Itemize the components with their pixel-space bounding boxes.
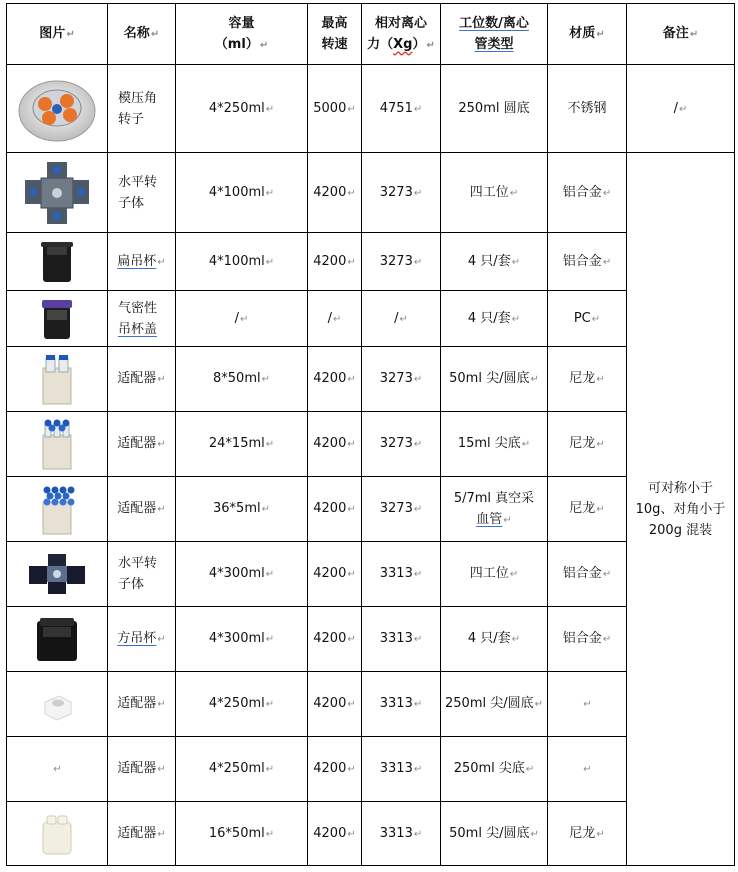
remark-cell: /↵ bbox=[627, 65, 735, 153]
speed-cell: 4200↵ bbox=[308, 347, 362, 412]
swing-rotor-icon bbox=[19, 160, 95, 226]
header-positions: 工位数/离心 管类型 bbox=[441, 4, 548, 65]
positions-cell: 250ml 圆底 bbox=[441, 65, 548, 153]
material-cell: 不锈钢 bbox=[548, 65, 627, 153]
table-row bbox=[7, 477, 735, 542]
positions-cell: 4 只/套↵ bbox=[441, 291, 548, 347]
rcf-cell: 3313↵ bbox=[362, 672, 441, 737]
name-cell: 适配器↵ bbox=[108, 737, 176, 802]
image-cell bbox=[7, 291, 108, 347]
table-row bbox=[7, 291, 735, 347]
capacity-cell: 24*15ml↵ bbox=[176, 412, 308, 477]
positions-cell: 5/7ml 真空采 血管↵ bbox=[441, 477, 548, 542]
capacity-cell: 4*300ml↵ bbox=[176, 607, 308, 672]
name-cell: 适配器↵ bbox=[108, 412, 176, 477]
speed-cell: /↵ bbox=[308, 291, 362, 347]
adapter-4x250-white-icon bbox=[37, 684, 77, 724]
header-rcf: 相对离心 力（Xg）↵ bbox=[362, 4, 441, 65]
speed-cell: 4200↵ bbox=[308, 412, 362, 477]
header-row bbox=[7, 4, 735, 65]
merged-remark-cell: 可对称小于 10g、对角小于 200g 混装 bbox=[627, 153, 735, 866]
swing-rotor-300-icon bbox=[25, 552, 89, 596]
table-row bbox=[7, 412, 735, 477]
rcf-cell: 3273↵ bbox=[362, 477, 441, 542]
speed-cell: 4200↵ bbox=[308, 233, 362, 291]
speed-cell: 4200↵ bbox=[308, 477, 362, 542]
name-cell: 适配器↵ bbox=[108, 477, 176, 542]
capacity-cell: 16*50ml↵ bbox=[176, 802, 308, 866]
name-cell: 气密性 吊杯盖 bbox=[108, 291, 176, 347]
sealed-lid-bucket-icon bbox=[37, 296, 77, 342]
capacity-cell: 4*100ml↵ bbox=[176, 233, 308, 291]
table-row bbox=[7, 65, 735, 153]
image-cell bbox=[7, 607, 108, 672]
adapter-16x50-icon bbox=[37, 812, 77, 856]
adapter-24x15-icon bbox=[37, 417, 77, 471]
fixed-angle-rotor-icon bbox=[15, 73, 99, 145]
image-cell bbox=[7, 672, 108, 737]
header-image: 图片↵ bbox=[7, 4, 108, 65]
image-cell bbox=[7, 65, 108, 153]
header-max-speed: 最高 转速 bbox=[308, 4, 362, 65]
name-cell: 水平转 子体 bbox=[108, 542, 176, 607]
material-cell: ↵ bbox=[548, 672, 627, 737]
positions-cell: 50ml 尖/圆底↵ bbox=[441, 347, 548, 412]
image-cell bbox=[7, 802, 108, 866]
image-cell bbox=[7, 233, 108, 291]
rcf-cell: 3273↵ bbox=[362, 233, 441, 291]
table-row bbox=[7, 233, 735, 291]
speed-cell: 4200↵ bbox=[308, 542, 362, 607]
material-cell: 铝合金↵ bbox=[548, 542, 627, 607]
name-cell: 水平转 子体 bbox=[108, 153, 176, 233]
name-cell: 适配器↵ bbox=[108, 347, 176, 412]
speed-cell: 4200↵ bbox=[308, 737, 362, 802]
positions-cell: 50ml 尖/圆底↵ bbox=[441, 802, 548, 866]
material-cell: 尼龙↵ bbox=[548, 802, 627, 866]
table-row bbox=[7, 672, 735, 737]
speed-cell: 4200↵ bbox=[308, 672, 362, 737]
positions-cell: 250ml 尖/圆底↵ bbox=[441, 672, 548, 737]
name-cell: 模压角 转子 bbox=[108, 65, 176, 153]
capacity-cell: 4*300ml↵ bbox=[176, 542, 308, 607]
image-cell bbox=[7, 153, 108, 233]
table-row bbox=[7, 607, 735, 672]
positions-cell: 四工位↵ bbox=[441, 153, 548, 233]
table-row bbox=[7, 802, 735, 866]
adapter-36x5-icon bbox=[37, 482, 77, 536]
speed-cell: 5000↵ bbox=[308, 65, 362, 153]
material-cell: ↵ bbox=[548, 737, 627, 802]
rcf-cell: 3313↵ bbox=[362, 737, 441, 802]
name-cell: 方吊杯↵ bbox=[108, 607, 176, 672]
capacity-cell: 4*100ml↵ bbox=[176, 153, 308, 233]
image-cell bbox=[7, 412, 108, 477]
capacity-cell: 4*250ml↵ bbox=[176, 672, 308, 737]
speed-cell: 4200↵ bbox=[308, 802, 362, 866]
capacity-cell: 4*250ml↵ bbox=[176, 737, 308, 802]
speed-cell: 4200↵ bbox=[308, 607, 362, 672]
speed-cell: 4200↵ bbox=[308, 153, 362, 233]
name-cell: 适配器↵ bbox=[108, 802, 176, 866]
rcf-cell: 3313↵ bbox=[362, 802, 441, 866]
image-cell bbox=[7, 347, 108, 412]
table-row bbox=[7, 737, 735, 802]
header-capacity: 容量 （ml）↵ bbox=[176, 4, 308, 65]
table-row bbox=[7, 153, 735, 233]
capacity-cell: 36*5ml↵ bbox=[176, 477, 308, 542]
capacity-cell: 4*250ml↵ bbox=[176, 65, 308, 153]
square-bucket-icon bbox=[31, 613, 83, 665]
header-name: 名称↵ bbox=[108, 4, 176, 65]
image-cell bbox=[7, 477, 108, 542]
material-cell: 尼龙↵ bbox=[548, 347, 627, 412]
positions-cell: 4 只/套↵ bbox=[441, 607, 548, 672]
image-cell: ↵ bbox=[7, 737, 108, 802]
rcf-cell: 3313↵ bbox=[362, 542, 441, 607]
material-cell: 铝合金↵ bbox=[548, 153, 627, 233]
adapter-8x50-icon bbox=[37, 352, 77, 406]
header-material: 材质↵ bbox=[548, 4, 627, 65]
positions-cell: 4 只/套↵ bbox=[441, 233, 548, 291]
rcf-cell: 4751↵ bbox=[362, 65, 441, 153]
positions-cell: 250ml 尖底↵ bbox=[441, 737, 548, 802]
capacity-cell: /↵ bbox=[176, 291, 308, 347]
material-cell: 铝合金↵ bbox=[548, 607, 627, 672]
material-cell: PC↵ bbox=[548, 291, 627, 347]
capacity-cell: 8*50ml↵ bbox=[176, 347, 308, 412]
flat-bucket-icon bbox=[37, 239, 77, 285]
rcf-cell: 3273↵ bbox=[362, 412, 441, 477]
material-cell: 尼龙↵ bbox=[548, 477, 627, 542]
rcf-cell: 3273↵ bbox=[362, 153, 441, 233]
table-row bbox=[7, 542, 735, 607]
rotor-spec-table bbox=[6, 3, 735, 866]
header-remark: 备注↵ bbox=[627, 4, 735, 65]
table-row bbox=[7, 347, 735, 412]
name-cell: 扁吊杯↵ bbox=[108, 233, 176, 291]
rcf-cell: /↵ bbox=[362, 291, 441, 347]
positions-cell: 15ml 尖底↵ bbox=[441, 412, 548, 477]
rcf-cell: 3313↵ bbox=[362, 607, 441, 672]
material-cell: 尼龙↵ bbox=[548, 412, 627, 477]
material-cell: 铝合金↵ bbox=[548, 233, 627, 291]
image-cell bbox=[7, 542, 108, 607]
rcf-cell: 3273↵ bbox=[362, 347, 441, 412]
positions-cell: 四工位↵ bbox=[441, 542, 548, 607]
name-cell: 适配器↵ bbox=[108, 672, 176, 737]
